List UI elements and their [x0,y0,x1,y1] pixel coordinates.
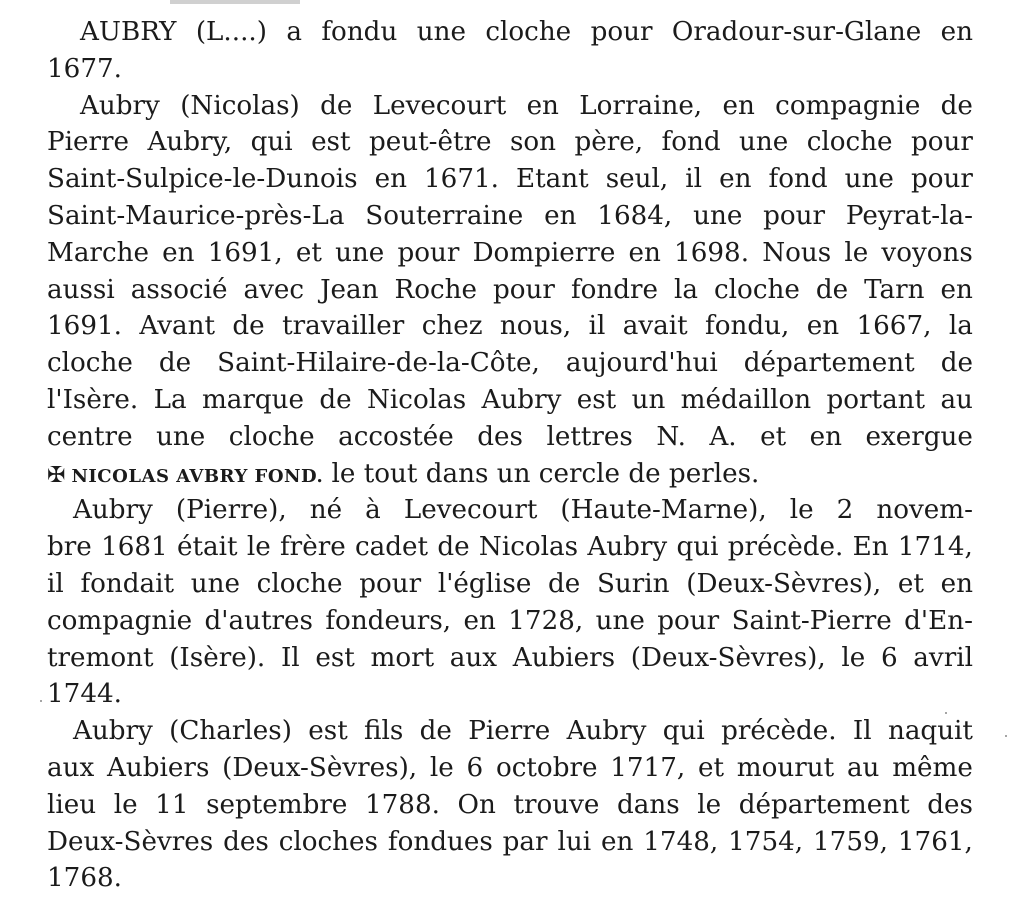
text-line: Pierre Aubry, qui est peut-être son père, fond une cloche pour [47,127,973,158]
bell-inscription: NICOLAS AVBRY FOND. [71,465,324,487]
text-line: bre 1681 était le frère cadet de Nicolas Aubry qui précède. En 1714, [47,532,973,563]
text-line: centre une cloche accostée des lettres N. A. et en exergue [47,421,973,452]
entry-aubry-nicolas [47,88,973,493]
text-line: Aubry (Pierre), né à Levecourt (Haute-Marne), le 2 novem- [73,495,973,526]
text-line: Saint-Maurice-près-La Souterraine en 1684, une pour Peyrat-la- [47,200,973,231]
entry-aubry-l [47,14,973,88]
text-line: l'Isère. La marque de Nicolas Aubry est un médaillon portant au [47,384,973,415]
text-line: aussi associé avec Jean Roche pour fondre la cloche de Tarn en [47,274,973,305]
text-line: AUBRY (L....) a fondu une cloche pour Oradour-sur-Glane en [80,17,973,47]
text-line: Saint-Sulpice-le-Dunois en 1671. Etant seul, il en fond une pour [47,164,973,195]
text-line: 1691. Avant de travailler chez nous, il avait fondu, en 1667, la [47,311,973,342]
document-page [47,14,973,897]
text-line: 1677. [47,53,122,84]
text-line: il fondait une cloche pour l'église de Surin (Deux-Sèvres), et en [47,568,973,599]
text-line: compagnie d'autres fondeurs, en 1728, une pour Saint-Pierre d'En- [47,605,973,636]
paper-speck [1005,735,1007,737]
top-edge-smudge [170,0,300,4]
text-line: Aubry (Charles) est fils de Pierre Aubry qui précède. Il naquit [73,716,973,747]
text-line: Aubry (Nicolas) de Levecourt en Lorraine, en compagnie de [80,90,973,121]
cross-icon: ✠ [47,462,66,488]
text-line: 1768. [47,863,122,894]
text-line: lieu le 11 septembre 1788. On trouve dans le département des [47,789,973,820]
text-line: tremont (Isère). Il est mort aux Aubiers (Deux-Sèvres), le 6 avril [47,642,973,673]
paper-speck [40,700,42,702]
text-line: cloche de Saint-Hilaire-de-la-Côte, aujourd'hui département de [47,348,973,379]
inscription-line [47,456,973,493]
entry-aubry-pierre [47,492,973,713]
text-line: Deux-Sèvres des cloches fondues par lui en 1748, 1754, 1759, 1761, [47,826,973,857]
text-line: Marche en 1691, et une pour Dompierre en 1698. Nous le voyons [47,237,973,268]
text-line: 1744. [47,679,122,710]
inscription-description: le tout dans un cercle de perles. [323,458,760,489]
entry-aubry-charles [47,713,973,897]
text-line: aux Aubiers (Deux-Sèvres), le 6 octobre 1717, et mourut au même [47,752,973,783]
